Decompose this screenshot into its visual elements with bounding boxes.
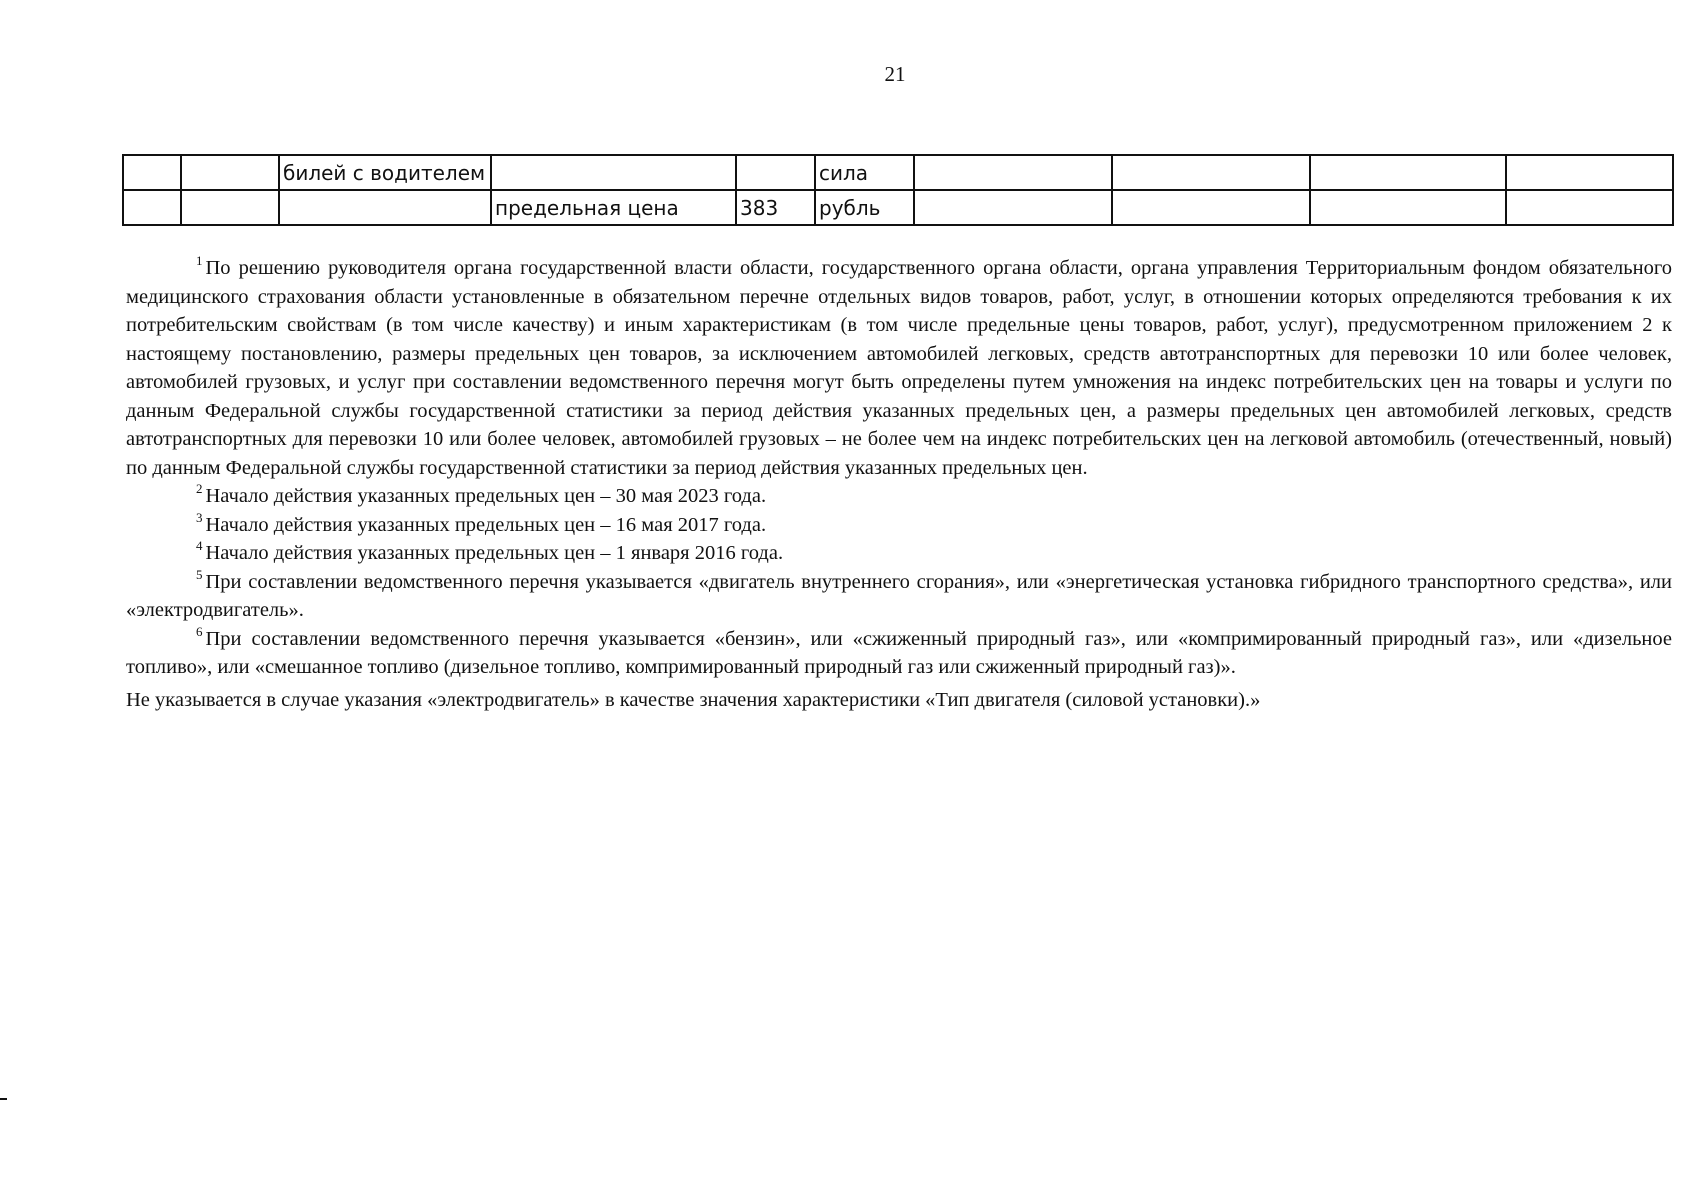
table-cell (279, 190, 491, 225)
footnote (126, 539, 1672, 568)
table-cell (123, 190, 181, 225)
table-cell (914, 190, 1112, 225)
continuation-table (122, 154, 1674, 226)
footnote-mark: 1 (196, 253, 203, 268)
footnote-text: При составлении ведомственного перечня указывается «двигатель внутреннего сгорания», или «энергетическая установка гибридного транспортного средства», или «электродвигатель». (126, 570, 1672, 621)
table-cell (491, 155, 736, 190)
footnote-mark: 2 (196, 481, 203, 496)
table-cell: 383 (736, 190, 815, 225)
table-row (123, 190, 1673, 225)
footnote (126, 625, 1672, 682)
table-cell (914, 155, 1112, 190)
footnote-mark: 5 (196, 566, 203, 582)
table-cell (123, 155, 181, 190)
table-cell (181, 155, 279, 190)
footnote-mark: 3 (196, 509, 203, 525)
table-cell: рубль (815, 190, 914, 225)
footnote (126, 511, 1672, 540)
table-cell (1506, 190, 1673, 225)
table-cell: предельная цена (491, 190, 736, 225)
footnote-text: При составлении ведомственного перечня указывается «бензин», или «сжиженный природный газ», или «компримированный природный газ», или «дизельное топливо», или «смешанное топливо (дизельное топливо, компримированный природный газ или сжиженный природный газ)». (126, 627, 1672, 678)
table-cell (1310, 190, 1506, 225)
footnote-mark: 4 (196, 538, 203, 553)
footnote (126, 568, 1672, 625)
footnote (126, 482, 1672, 511)
footnote (126, 254, 1672, 482)
margin-mark (0, 1098, 7, 1100)
closing-line: Не указывается в случае указания «электродвигатель» в качестве значения характеристики «Тип двигателя (силовой установки).» (126, 688, 1261, 711)
table-cell (1112, 155, 1310, 190)
table-cell (1310, 155, 1506, 190)
footnote-text: По решению руководителя органа государственной власти области, государственного органа области, органа управления Территориальным фондом обязательного медицинского страхования области установленные в обязательном перечне отдельных видов товаров, работ, услуг, в отношении которых определяются требования к их потребительским свойствам (в том числе качеству) и иным характеристикам (в том числе предельные цены товаров, работ, услуг), предусмотренном приложением 2 к настоящему постановлению, размеры предельных цен товаров, за исключением автомобилей легковых, средств автотранспортных для перевозки 10 или более человек, автомобилей грузовых, и услуг при составлении ведомственного перечня могут быть определены путем умножения на индекс потребительских цен на товары и услуги по данным Федеральной службы государственной статистики за период действия указанных предельных цен, а размеры предельных цен автомобилей легковых, средств автотранспортных для перевозки 10 или более человек, автомобилей грузовых – не более чем на индекс потребительских цен на легковой автомобиль (отечественный, новый) по данным Федеральной службы государственной статистики за период действия указанных предельных цен. (126, 257, 1672, 479)
footnote-mark: 6 (196, 623, 203, 639)
page-number: 21 (884, 62, 906, 86)
table-cell (736, 155, 815, 190)
table-cell: билей с водителем (279, 155, 491, 190)
footnote-text: Начало действия указанных предельных цен – 30 мая 2023 года. (205, 485, 767, 507)
table-cell (1112, 190, 1310, 225)
table-row (123, 155, 1673, 190)
footnotes (126, 254, 1672, 714)
table-cell (1506, 155, 1673, 190)
footnote-text: Начало действия указанных предельных цен – 1 января 2016 года. (205, 542, 784, 564)
table-cell: сила (815, 155, 914, 190)
footnote-text: Начало действия указанных предельных цен – 16 мая 2017 года. (205, 513, 767, 536)
table-cell (181, 190, 279, 225)
